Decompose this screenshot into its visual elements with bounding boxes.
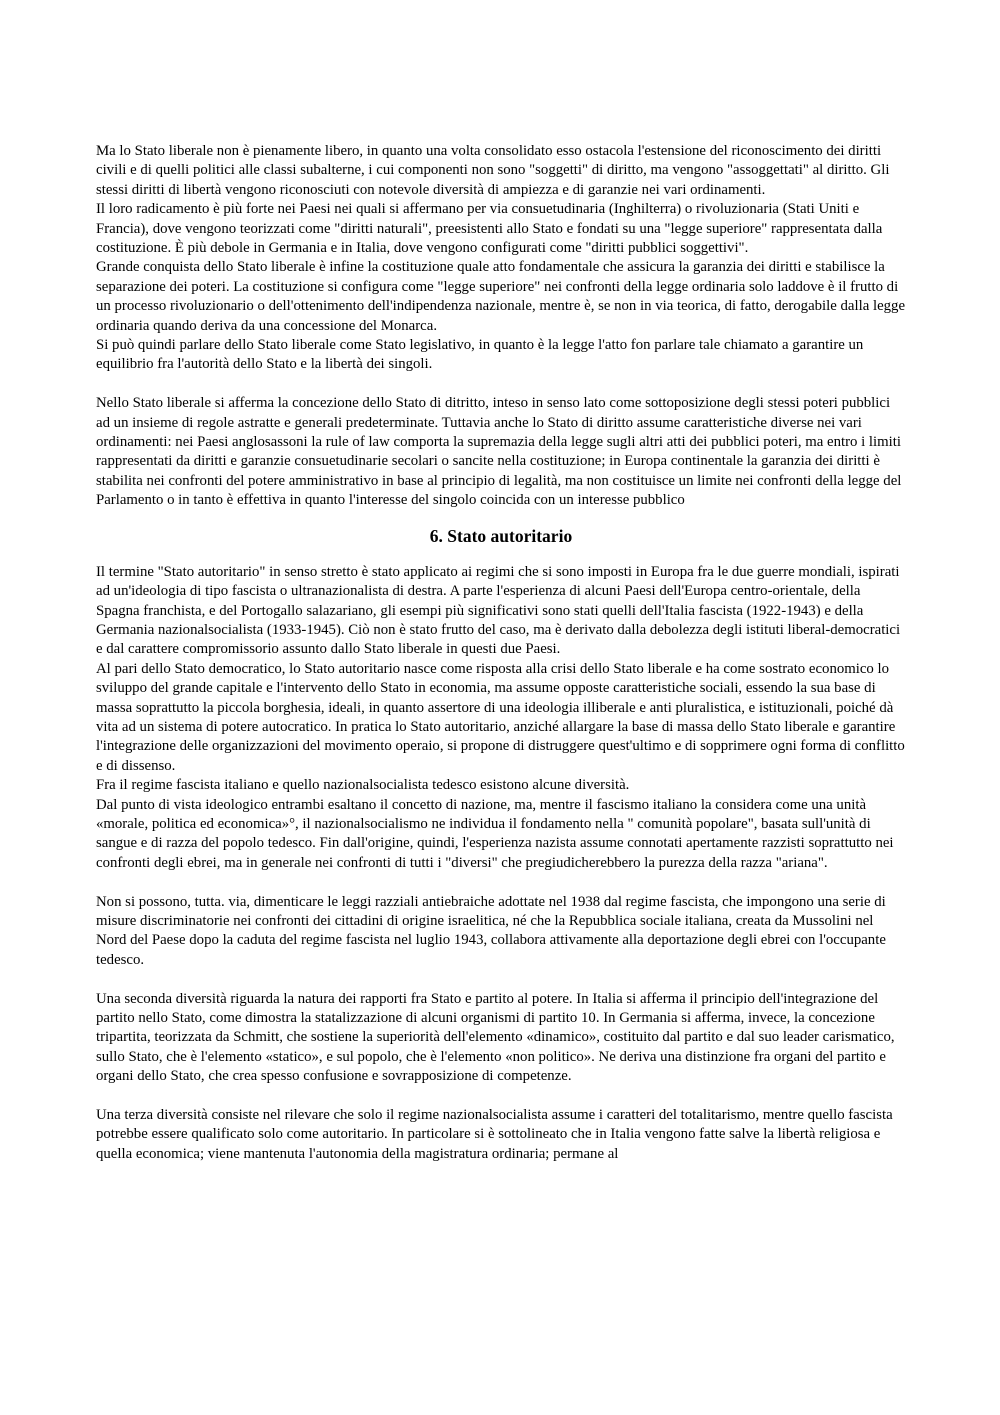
paragraph-legislative-state: Si può quindi parlare dello Stato liberale come Stato legislativo, in quanto è la legge l'atto fon parlare tale chiamato a garantire un equilibrio fra l'autorità dello Stato e la libertà dei singoli. xyxy=(96,337,864,373)
paragraph-gap xyxy=(96,873,906,892)
section-heading: 6. Stato autoritario xyxy=(429,525,573,546)
paragraph-gap xyxy=(96,375,906,394)
paragraph-rule-of-law: Nello Stato liberale si afferma la concezione dello Stato di ditritto, inteso in senso lato come sottoposizione degli stessi poteri pubblici ad un insieme di regole astratte e generali predeterminate. Tuttavia anche lo Stato di diritto assume caratteristiche diverse nei vari ordinamenti: nei Paesi anglosassoni la rule of law comporta la supremazia della legge sugli altri atti dei pubblici poteri, ma entro i limiti rappresentati da diritti e garanzie consuetudinarie secolari o sancite nella costituzione; in Europa continentale la garanzia dei diritti è stabilita nei confronti del potere amministrativo in base al principio di legalità, ma non costituisce un limite nei confronti della legge del Parlamento o in tanto è effettiva in quanto l'interesse del singolo coincida con un interesse pubblico xyxy=(96,395,902,509)
paragraph-differences-intro: Fra il regime fascista italiano e quello nazionalsocialista tedesco esistono alcune diversità. xyxy=(96,777,630,794)
paragraph-liberal-freedom: Ma lo Stato liberale non è pienamente libero, in quanto una volta consolidato esso ostacola l'estensione del riconoscimento dei diritti civili e di quelli politici alle classi subalterne, i cui componenti non sono "soggetti" di diritto, ma vengono "assoggettati" al diritto. Gli stessi diritti di libertà vengono riconosciuti con notevole diversità di ampiezza e di garanzie nei vari ordinamenti. xyxy=(96,143,890,198)
paragraph-rooting: Il loro radicamento è più forte nei Paesi nei quali si affermano per via consuetudinaria (Inghilterra) o rivoluzionaria (Stati Uniti e Francia), dove vengono teorizzati come "diritti naturali", preesistenti allo Stato e fondati su una "legge superiore" rappresentata dalla costituzione. È più debole in Germania e in Italia, dove vengono configurati come "diritti pubblici soggettivi". xyxy=(96,201,883,257)
paragraph-racial-laws: Non si possono, tutta. via, dimenticare le leggi razziali antiebraiche adottate nel 1938 dal regime fascista, che impongono una serie di misure discriminatorie nei confronti dei cittadini di origine israelitica, né che la Repubblica sociale italiana, creata da Mussolini nel Nord del Paese dopo la caduta del regime fascista nel luglio 1943, collabora attivamente alla deportazione degli ebrei con l'occupante tedesco. xyxy=(96,893,886,968)
paragraph-constitution: Grande conquista dello Stato liberale è infine la costituzione quale atto fondamentale che assicura la garanzia dei diritti e stabilisce la separazione dei poteri. La costituzione si configura come "legge superiore" nei confronti della legge ordinaria solo laddove è il frutto di un processo rivoluzionario o dell'ottenimento dell'indipendenza nazionale, mentre è, se non in via teorica, di fatto, derogabile dalla legge ordinaria quando deriva da una concessione del Monarca. xyxy=(96,259,906,334)
document-page xyxy=(96,142,906,1164)
paragraph-third-difference: Una terza diversità consiste nel rilevare che solo il regime nazionalsocialista assume i caratteri del totalitarismo, mentre quello fascista potrebbe essere qualificato solo come autoritario. In particolare si è sottolineato che in Italia vengono fatte salve la libertà religiosa e quella economica; viene mantenuta l'autonomia della magistratura ordinaria; permane al xyxy=(96,1107,893,1162)
paragraph-gap xyxy=(96,1087,906,1106)
paragraph-gap xyxy=(96,970,906,989)
paragraph-second-difference: Una seconda diversità riguarda la natura dei rapporti fra Stato e partito al potere. In Italia si afferma il principio dell'integrazione del partito nello Stato, come dimostra la statalizzazione di alcuni organismi di partito 10. In Germania si afferma, invece, la concezione tripartita, teorizzata da Schmitt, che sostiene la superiorità dell'elemento «dinamico», costituito dal partito e dal suo leader carismatico, sullo Stato, che è l'elemento «statico», e sul popolo, che è l'elemento «non politico». Ne deriva una distinzione fra organi del partito e organi dello Stato, che crea spesso confusione e sovrapposizione di competenze. xyxy=(96,990,895,1085)
paragraph-authoritarian-origin: Al pari dello Stato democratico, lo Stato autoritario nasce come risposta alla crisi dello Stato liberale e ha come sostrato economico lo sviluppo del grande capitale e l'intervento dello Stato in economia, ma assume opposte caratteristiche sociali, essendo la sua base di massa soprattutto la piccola borghesia, ideali, in quanto assertore di una ideologia illiberale e anti pluralistica, e istituzionali, poiché dà vita ad un sistema di potere autocratico. In pratica lo Stato autoritario, anziché allargare la base di massa dello Stato liberale e garantire l'integrazione delle organizzazioni del movimento operaio, si propone di distruggere quest'ultimo e di sopprimere ogni forma di conflitto e di dissenso. xyxy=(96,660,905,774)
paragraph-authoritarian-definition: Il termine "Stato autoritario" in senso stretto è stato applicato ai regimi che si sono imposti in Europa fra le due guerre mondiali, ispirati ad un'ideologia di tipo fascista o ultranazionalista di destra. A parte l'esperienza di alcuni Paesi dell'Europa centro-orientale, della Spagna franchista, e del Portogallo salazariano, gli esempi più significativi sono stati quelli dell'Italia fascista (1922-1943) e della Germania nazionalsocialista (1933-1945). Ciò non è stato frutto del caso, ma è derivato dalla debolezza degli istituti liberal-democratici e dal carattere compromissorio assunto dallo Stato liberale in questi due Paesi. xyxy=(96,563,901,658)
paragraph-ideology: Dal punto di vista ideologico entrambi esaltano il concetto di nazione, ma, mentre il fascismo italiano la considera come una unità «morale, politica ed economica»°, il nazionalsocialismo ne individua il fondamento nella " comunità popolare", basata sull'unità di sangue e di razza del popolo tedesco. Fin dall'origine, quindi, l'esperienza nazista assume connotati apertamente razzisti soprattutto nei confronti degli ebrei, ma in generale nei confronti di tutti i "diversi" che pregiudicherebbero la purezza della razza "ariana". xyxy=(96,796,894,871)
